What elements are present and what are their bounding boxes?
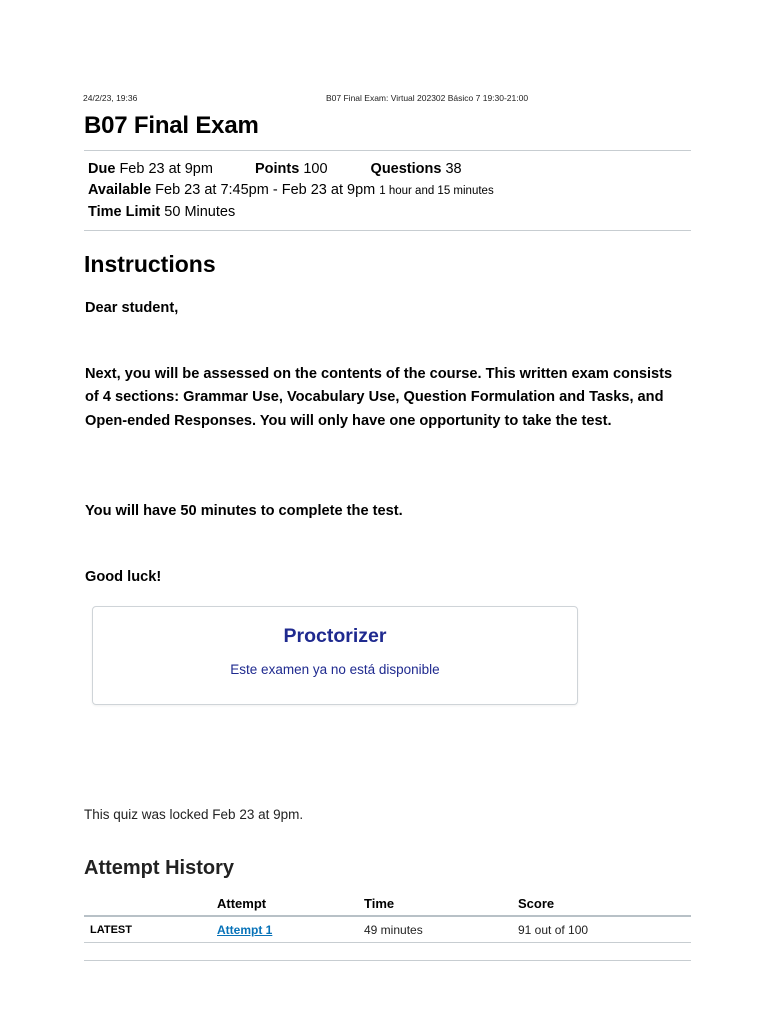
- available-duration: 1 hour and 15 minutes: [379, 185, 494, 197]
- proctorizer-panel: [92, 606, 578, 705]
- attempt-time: 49 minutes: [364, 923, 423, 937]
- column-header-score: Score: [518, 896, 555, 911]
- attempt-history-heading: Attempt History: [84, 857, 235, 879]
- instructions-closing: Good luck!: [85, 569, 162, 585]
- points-value: 100: [303, 161, 328, 177]
- instructions-time-note: You will have 50 minutes to complete the test.: [85, 503, 403, 519]
- table-header-divider: [84, 915, 691, 917]
- print-header: [83, 93, 691, 105]
- page-title: B07 Final Exam: [84, 112, 259, 139]
- column-header-time: Time: [364, 896, 395, 911]
- latest-tag: LATEST: [90, 924, 132, 936]
- attempt-score: 91 out of 100: [518, 923, 589, 937]
- points-label: Points: [254, 161, 300, 177]
- due-value: Feb 23 at 9pm: [119, 161, 213, 177]
- proctorizer-message: Este examen ya no está disponible: [230, 662, 440, 677]
- time-limit-label: Time Limit: [88, 204, 161, 220]
- quiz-meta-row-3: [88, 203, 235, 221]
- available-label: Available: [88, 182, 152, 198]
- due-label: Due: [88, 161, 116, 177]
- quiz-locked-note: This quiz was locked Feb 23 at 9pm.: [84, 807, 304, 822]
- attempt-1-link[interactable]: Attempt 1: [217, 923, 273, 937]
- instructions-heading: Instructions: [84, 251, 216, 277]
- proctorizer-title: Proctorizer: [283, 625, 387, 647]
- quiz-meta-row-2: [88, 181, 494, 200]
- time-limit-value: 50 Minutes: [164, 204, 236, 220]
- header-divider: [84, 150, 691, 151]
- footer-divider: [84, 960, 691, 961]
- available-value: Feb 23 at 7:45pm - Feb 23 at 9pm: [155, 182, 376, 198]
- print-document-title: B07 Final Exam: Virtual 202302 Básico 7 19:30-21:00: [326, 93, 529, 103]
- table-row-divider: [84, 942, 691, 943]
- instructions-body: Next, you will be assessed on the contents of the course. This written exam consists of 4 sections: Grammar Use, Vocabulary Use, Question Formulation and Tasks, and Open-ended Responses. You will only have one opportunity to take the test.: [85, 366, 673, 429]
- column-header-attempt: Attempt: [217, 896, 267, 911]
- quiz-meta-row-1: [88, 160, 462, 178]
- print-date: 24/2/23, 19:36: [83, 93, 138, 103]
- instructions-greeting: Dear student,: [85, 300, 179, 316]
- questions-value: 38: [445, 161, 462, 177]
- meta-divider: [84, 230, 691, 231]
- questions-label: Questions: [370, 161, 442, 177]
